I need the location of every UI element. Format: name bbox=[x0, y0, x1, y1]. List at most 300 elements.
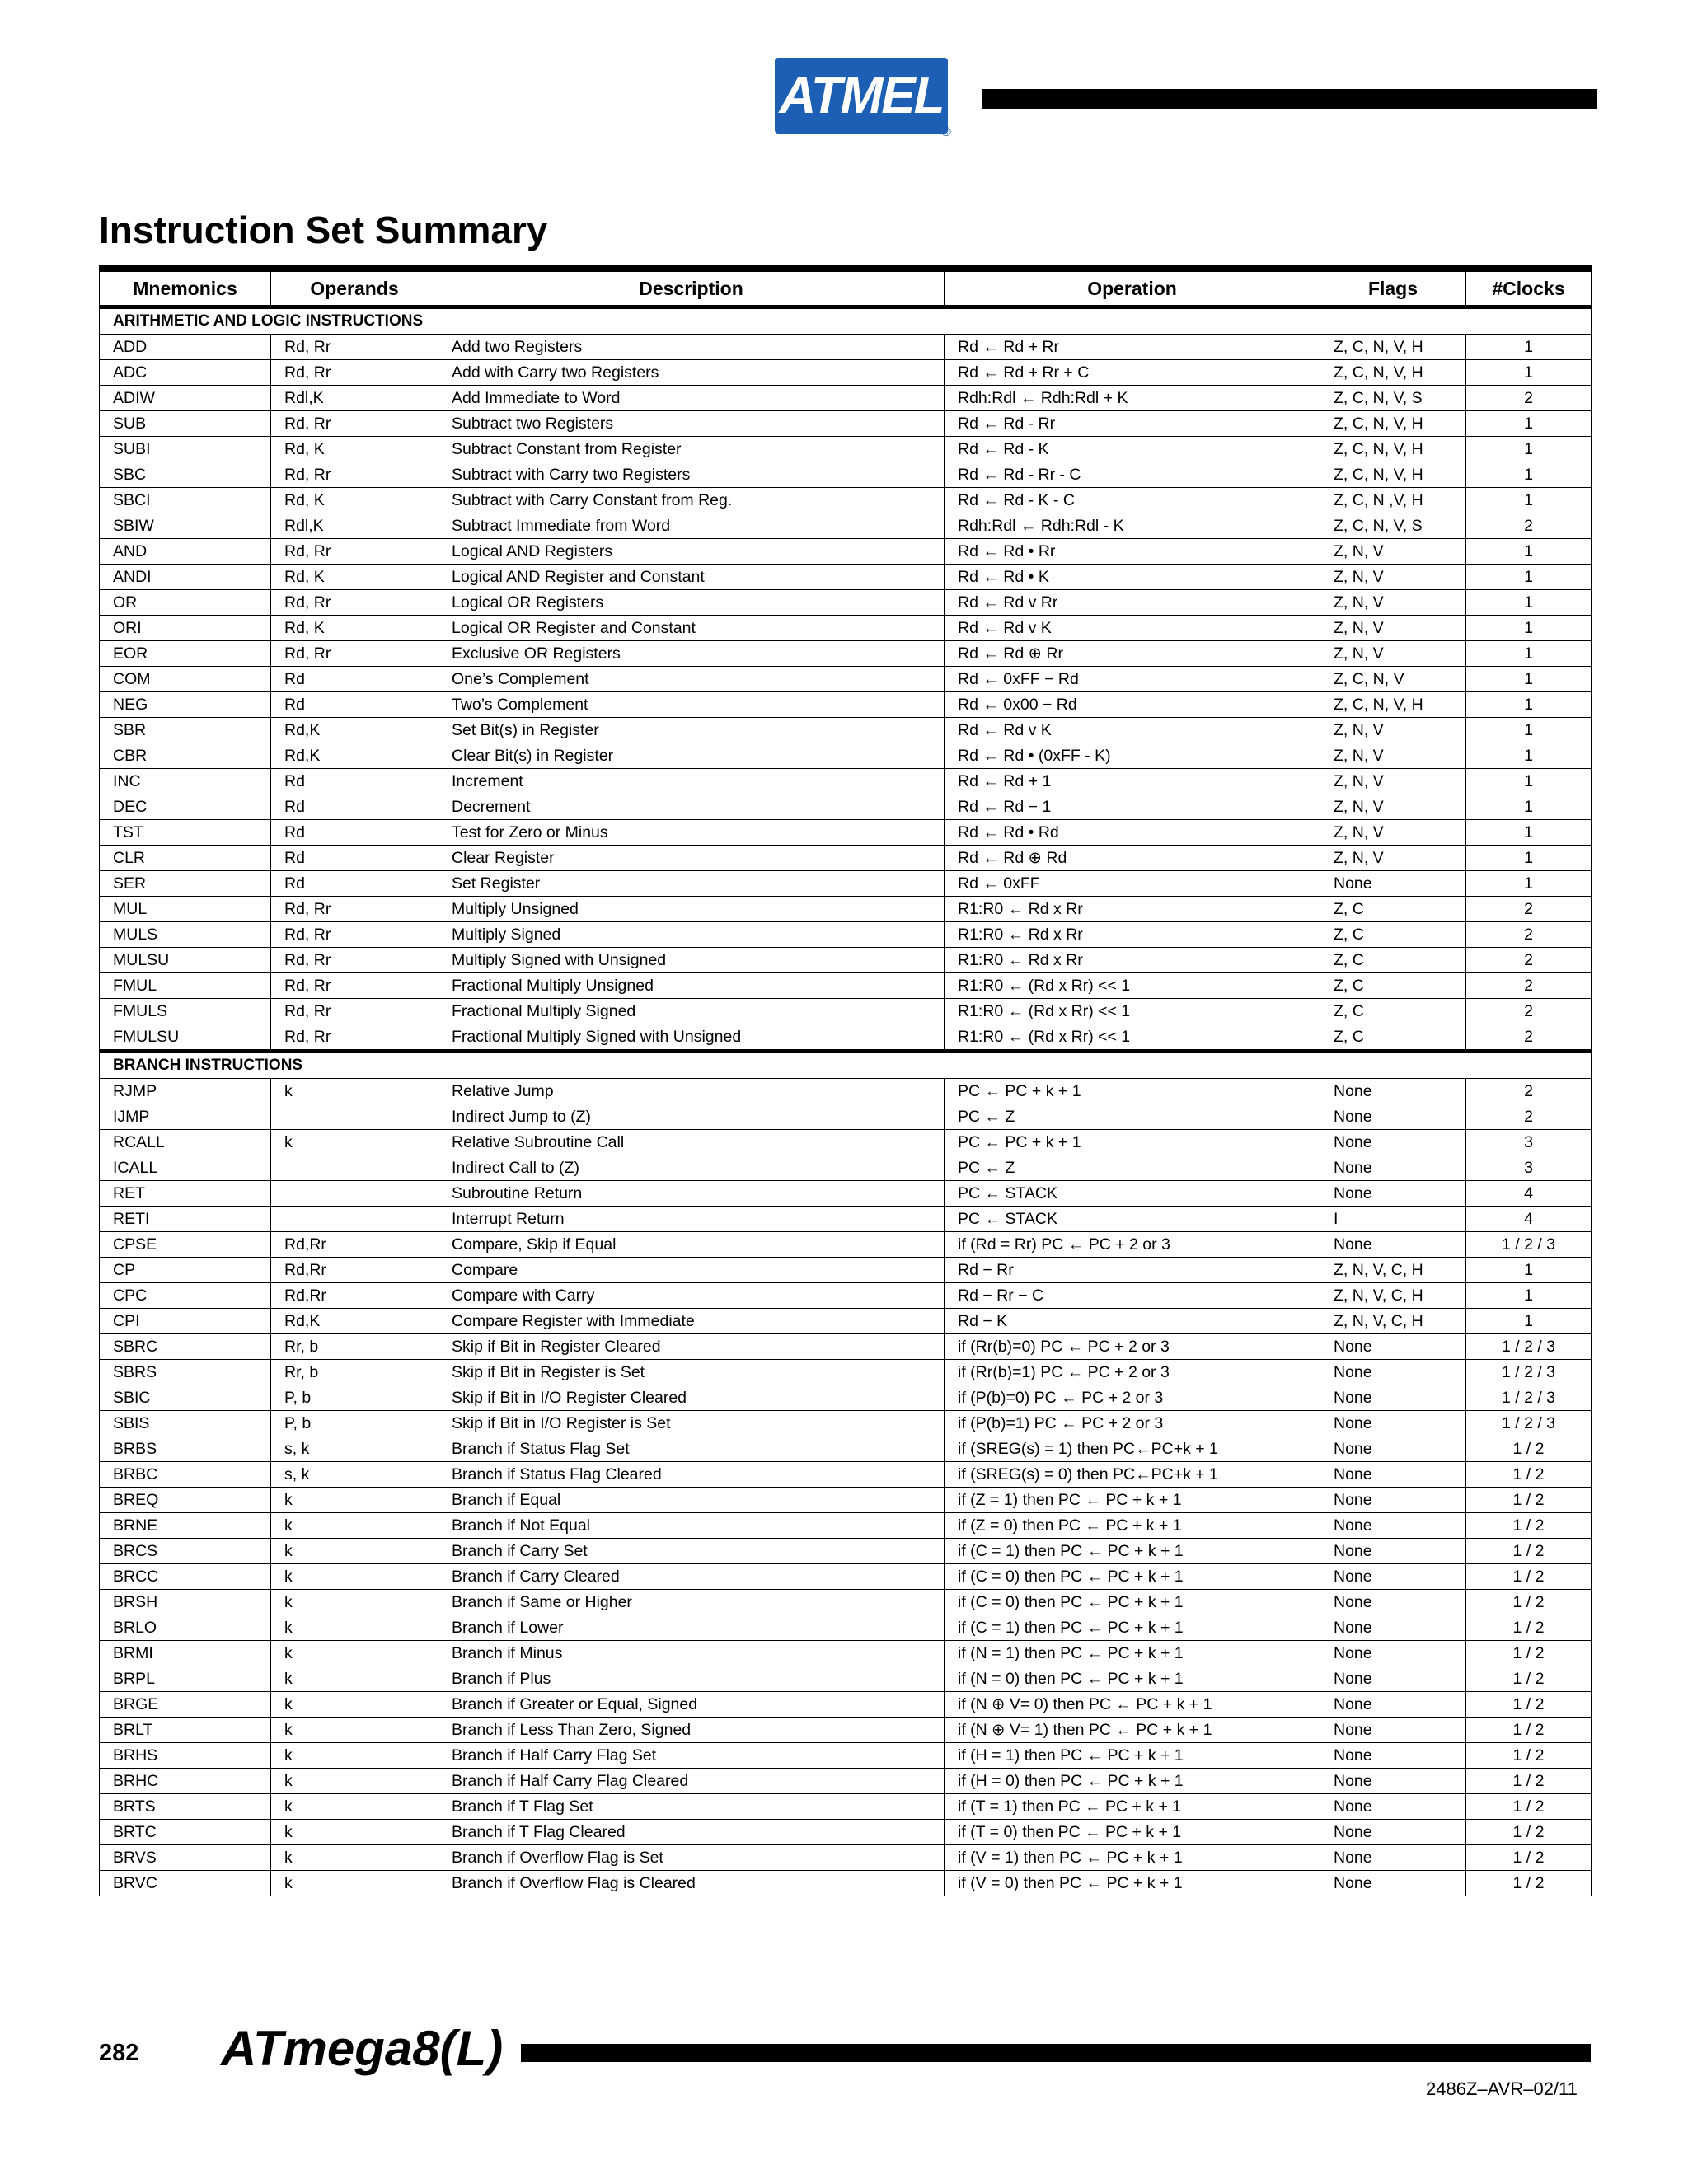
flags-cell: None bbox=[1320, 1820, 1466, 1845]
flags-cell: None bbox=[1320, 1666, 1466, 1692]
operands-cell: Rd, Rr bbox=[271, 999, 438, 1024]
operands-cell: k bbox=[271, 1539, 438, 1564]
operation-cell: Rd ← 0x00 − Rd bbox=[945, 692, 1320, 718]
flags-cell: Z, N, V bbox=[1320, 590, 1466, 616]
table-row bbox=[100, 335, 1592, 360]
operands-cell: Rd,K bbox=[271, 1309, 438, 1334]
operands-cell: Rd, Rr bbox=[271, 462, 438, 488]
operands-cell: Rd bbox=[271, 692, 438, 718]
mnemonic-cell: ADD bbox=[100, 335, 271, 360]
mnemonic-cell: SBR bbox=[100, 718, 271, 743]
operands-cell: k bbox=[271, 1845, 438, 1871]
table-row bbox=[100, 1743, 1592, 1769]
page-number: 282 bbox=[99, 2040, 139, 2066]
clocks-cell: 2 bbox=[1466, 1024, 1592, 1052]
mnemonic-cell: BRBC bbox=[100, 1462, 271, 1488]
description-cell: Branch if Carry Cleared bbox=[438, 1564, 945, 1590]
table-row bbox=[100, 411, 1592, 437]
mnemonic-cell: SBRS bbox=[100, 1360, 271, 1385]
clocks-cell: 1 / 2 bbox=[1466, 1462, 1592, 1488]
description-cell: Logical AND Register and Constant bbox=[438, 565, 945, 590]
section-header-row bbox=[100, 307, 1592, 335]
flags-cell: None bbox=[1320, 1769, 1466, 1794]
operands-cell: Rd,Rr bbox=[271, 1258, 438, 1283]
mnemonic-cell: RCALL bbox=[100, 1130, 271, 1155]
operands-cell: Rd, K bbox=[271, 616, 438, 641]
operation-cell: Rd − Rr bbox=[945, 1258, 1320, 1283]
description-cell: Subtract Immediate from Word bbox=[438, 513, 945, 539]
mnemonic-cell: CBR bbox=[100, 743, 271, 769]
flags-cell: Z, C, N, V bbox=[1320, 667, 1466, 692]
operands-cell: P, b bbox=[271, 1385, 438, 1411]
mnemonic-cell: MUL bbox=[100, 897, 271, 922]
clocks-cell: 1 / 2 / 3 bbox=[1466, 1411, 1592, 1436]
description-cell: One’s Complement bbox=[438, 667, 945, 692]
mnemonic-cell: ADIW bbox=[100, 386, 271, 411]
clocks-cell: 1 / 2 bbox=[1466, 1666, 1592, 1692]
table-row bbox=[100, 846, 1592, 871]
operation-cell: Rd ← Rd - K bbox=[945, 437, 1320, 462]
operands-cell: Rd, Rr bbox=[271, 539, 438, 565]
flags-cell: None bbox=[1320, 1513, 1466, 1539]
clocks-cell: 1 / 2 bbox=[1466, 1743, 1592, 1769]
clocks-cell: 1 / 2 bbox=[1466, 1539, 1592, 1564]
table-row bbox=[100, 360, 1592, 386]
table-row bbox=[100, 1411, 1592, 1436]
table-row bbox=[100, 462, 1592, 488]
operands-cell: Rd, Rr bbox=[271, 1024, 438, 1052]
table-row bbox=[100, 1718, 1592, 1743]
operands-cell: s, k bbox=[271, 1436, 438, 1462]
clocks-cell: 1 bbox=[1466, 1258, 1592, 1283]
document-code: 2486Z–AVR–02/11 bbox=[1426, 2079, 1578, 2099]
operands-cell: k bbox=[271, 1871, 438, 1896]
operation-cell: Rd ← Rd • Rd bbox=[945, 820, 1320, 846]
operands-cell: Rr, b bbox=[271, 1334, 438, 1360]
operation-cell: Rd ← Rd - Rr bbox=[945, 411, 1320, 437]
description-cell: Add Immediate to Word bbox=[438, 386, 945, 411]
clocks-cell: 1 / 2 / 3 bbox=[1466, 1385, 1592, 1411]
operation-cell: PC ← Z bbox=[945, 1155, 1320, 1181]
operands-cell: k bbox=[271, 1641, 438, 1666]
table-row bbox=[100, 871, 1592, 897]
operands-cell: Rd,Rr bbox=[271, 1283, 438, 1309]
table-row bbox=[100, 1666, 1592, 1692]
flags-cell: Z, C, N, V, H bbox=[1320, 437, 1466, 462]
flags-cell: None bbox=[1320, 1692, 1466, 1718]
operation-cell: Rdh:Rdl ← Rdh:Rdl + K bbox=[945, 386, 1320, 411]
description-cell: Branch if Same or Higher bbox=[438, 1590, 945, 1615]
operation-cell: Rd ← Rd v Rr bbox=[945, 590, 1320, 616]
table-row bbox=[100, 1513, 1592, 1539]
table-row bbox=[100, 1385, 1592, 1411]
clocks-cell: 1 / 2 bbox=[1466, 1820, 1592, 1845]
operands-cell: Rdl,K bbox=[271, 513, 438, 539]
instruction-summary-table bbox=[99, 265, 1592, 1896]
clocks-cell: 1 bbox=[1466, 743, 1592, 769]
description-cell: Skip if Bit in Register Cleared bbox=[438, 1334, 945, 1360]
operation-cell: if (Rd = Rr) PC ← PC + 2 or 3 bbox=[945, 1232, 1320, 1258]
operation-cell: Rd ← 0xFF − Rd bbox=[945, 667, 1320, 692]
operation-cell: if (N ⊕ V= 1) then PC ← PC + k + 1 bbox=[945, 1718, 1320, 1743]
operands-cell: Rd bbox=[271, 871, 438, 897]
flags-cell: Z, N, V bbox=[1320, 616, 1466, 641]
table-row bbox=[100, 1130, 1592, 1155]
description-cell: Branch if Equal bbox=[438, 1488, 945, 1513]
mnemonic-cell: SBIW bbox=[100, 513, 271, 539]
header-description: Description bbox=[438, 269, 945, 307]
operation-cell: R1:R0 ← Rd x Rr bbox=[945, 922, 1320, 948]
mnemonic-cell: BRGE bbox=[100, 1692, 271, 1718]
clocks-cell: 1 bbox=[1466, 437, 1592, 462]
operation-cell: R1:R0 ← (Rd x Rr) << 1 bbox=[945, 999, 1320, 1024]
description-cell: Branch if Lower bbox=[438, 1615, 945, 1641]
operation-cell: if (C = 1) then PC ← PC + k + 1 bbox=[945, 1615, 1320, 1641]
mnemonic-cell: BRSH bbox=[100, 1590, 271, 1615]
table-row bbox=[100, 1590, 1592, 1615]
operation-cell: if (P(b)=0) PC ← PC + 2 or 3 bbox=[945, 1385, 1320, 1411]
flags-cell: Z, N, V bbox=[1320, 846, 1466, 871]
operands-cell: k bbox=[271, 1718, 438, 1743]
clocks-cell: 1 bbox=[1466, 590, 1592, 616]
clocks-cell: 1 bbox=[1466, 565, 1592, 590]
table-row bbox=[100, 386, 1592, 411]
flags-cell: Z, N, V bbox=[1320, 743, 1466, 769]
flags-cell: Z, C bbox=[1320, 948, 1466, 973]
description-cell: Relative Jump bbox=[438, 1079, 945, 1104]
flags-cell: I bbox=[1320, 1207, 1466, 1232]
operation-cell: R1:R0 ← Rd x Rr bbox=[945, 897, 1320, 922]
clocks-cell: 1 / 2 / 3 bbox=[1466, 1334, 1592, 1360]
table-row bbox=[100, 1539, 1592, 1564]
flags-cell: None bbox=[1320, 1079, 1466, 1104]
description-cell: Subtract with Carry two Registers bbox=[438, 462, 945, 488]
flags-cell: None bbox=[1320, 1232, 1466, 1258]
header-mnemonics: Mnemonics bbox=[100, 269, 271, 307]
description-cell: Test for Zero or Minus bbox=[438, 820, 945, 846]
clocks-cell: 1 / 2 bbox=[1466, 1436, 1592, 1462]
clocks-cell: 4 bbox=[1466, 1181, 1592, 1207]
description-cell: Branch if Greater or Equal, Signed bbox=[438, 1692, 945, 1718]
flags-cell: Z, C, N, V, H bbox=[1320, 462, 1466, 488]
mnemonic-cell: SBC bbox=[100, 462, 271, 488]
description-cell: Interrupt Return bbox=[438, 1207, 945, 1232]
operands-cell: k bbox=[271, 1820, 438, 1845]
operands-cell: Rd,K bbox=[271, 743, 438, 769]
operation-cell: if (SREG(s) = 1) then PC←PC+k + 1 bbox=[945, 1436, 1320, 1462]
mnemonic-cell: SBCI bbox=[100, 488, 271, 513]
clocks-cell: 2 bbox=[1466, 386, 1592, 411]
flags-cell: Z, N, V bbox=[1320, 794, 1466, 820]
table-row bbox=[100, 1207, 1592, 1232]
description-cell: Fractional Multiply Signed with Unsigned bbox=[438, 1024, 945, 1052]
mnemonic-cell: ANDI bbox=[100, 565, 271, 590]
flags-cell: Z, N, V bbox=[1320, 820, 1466, 846]
table-row bbox=[100, 1564, 1592, 1590]
operation-cell: if (C = 1) then PC ← PC + k + 1 bbox=[945, 1539, 1320, 1564]
operation-cell: Rdh:Rdl ← Rdh:Rdl - K bbox=[945, 513, 1320, 539]
operation-cell: if (V = 0) then PC ← PC + k + 1 bbox=[945, 1871, 1320, 1896]
operation-cell: Rd ← Rd − 1 bbox=[945, 794, 1320, 820]
mnemonic-cell: BRLO bbox=[100, 1615, 271, 1641]
clocks-cell: 4 bbox=[1466, 1207, 1592, 1232]
table-row bbox=[100, 922, 1592, 948]
mnemonic-cell: BRCC bbox=[100, 1564, 271, 1590]
table-row bbox=[100, 999, 1592, 1024]
table-row bbox=[100, 1436, 1592, 1462]
clocks-cell: 1 / 2 bbox=[1466, 1871, 1592, 1896]
operation-cell: if (V = 1) then PC ← PC + k + 1 bbox=[945, 1845, 1320, 1871]
table-row bbox=[100, 1641, 1592, 1666]
description-cell: Branch if Status Flag Cleared bbox=[438, 1462, 945, 1488]
clocks-cell: 1 / 2 bbox=[1466, 1564, 1592, 1590]
clocks-cell: 1 bbox=[1466, 462, 1592, 488]
description-cell: Branch if Not Equal bbox=[438, 1513, 945, 1539]
operands-cell: Rd,Rr bbox=[271, 1232, 438, 1258]
table-row bbox=[100, 513, 1592, 539]
header-operation: Operation bbox=[945, 269, 1320, 307]
flags-cell: Z, N, V bbox=[1320, 539, 1466, 565]
operation-cell: if (N = 0) then PC ← PC + k + 1 bbox=[945, 1666, 1320, 1692]
clocks-cell: 2 bbox=[1466, 1079, 1592, 1104]
table-row bbox=[100, 1155, 1592, 1181]
table-row bbox=[100, 897, 1592, 922]
mnemonic-cell: RETI bbox=[100, 1207, 271, 1232]
operands-cell: k bbox=[271, 1564, 438, 1590]
operation-cell: PC ← STACK bbox=[945, 1207, 1320, 1232]
operands-cell: Rd, Rr bbox=[271, 922, 438, 948]
operands-cell: Rd, Rr bbox=[271, 590, 438, 616]
operation-cell: Rd ← Rd ⊕ Rd bbox=[945, 846, 1320, 871]
mnemonic-cell: FMULS bbox=[100, 999, 271, 1024]
mnemonic-cell: BRCS bbox=[100, 1539, 271, 1564]
footer-rule bbox=[521, 2044, 1591, 2062]
operands-cell: Rd bbox=[271, 667, 438, 692]
operands-cell: Rd bbox=[271, 769, 438, 794]
page-title: Instruction Set Summary bbox=[99, 209, 548, 251]
mnemonic-cell: SBIS bbox=[100, 1411, 271, 1436]
operation-cell: if (C = 0) then PC ← PC + k + 1 bbox=[945, 1564, 1320, 1590]
description-cell: Branch if Half Carry Flag Cleared bbox=[438, 1769, 945, 1794]
operands-cell: Rd, Rr bbox=[271, 335, 438, 360]
operation-cell: Rd ← Rd • (0xFF - K) bbox=[945, 743, 1320, 769]
operation-cell: Rd ← Rd v K bbox=[945, 718, 1320, 743]
description-cell: Clear Bit(s) in Register bbox=[438, 743, 945, 769]
operands-cell: Rd, Rr bbox=[271, 897, 438, 922]
header-flags: Flags bbox=[1320, 269, 1466, 307]
atmel-logo bbox=[775, 58, 956, 140]
table-row bbox=[100, 1820, 1592, 1845]
flags-cell: Z, C, N, V, H bbox=[1320, 411, 1466, 437]
clocks-cell: 1 bbox=[1466, 820, 1592, 846]
operands-cell bbox=[271, 1104, 438, 1130]
operation-cell: PC ← PC + k + 1 bbox=[945, 1130, 1320, 1155]
clocks-cell: 2 bbox=[1466, 922, 1592, 948]
flags-cell: Z, N, V bbox=[1320, 641, 1466, 667]
mnemonic-cell: ADC bbox=[100, 360, 271, 386]
description-cell: Multiply Signed with Unsigned bbox=[438, 948, 945, 973]
mnemonic-cell: BRPL bbox=[100, 1666, 271, 1692]
clocks-cell: 2 bbox=[1466, 948, 1592, 973]
mnemonic-cell: OR bbox=[100, 590, 271, 616]
clocks-cell: 1 bbox=[1466, 692, 1592, 718]
operation-cell: Rd ← Rd + Rr bbox=[945, 335, 1320, 360]
flags-cell: None bbox=[1320, 1181, 1466, 1207]
clocks-cell: 1 / 2 bbox=[1466, 1845, 1592, 1871]
flags-cell: Z, C bbox=[1320, 1024, 1466, 1052]
description-cell: Fractional Multiply Unsigned bbox=[438, 973, 945, 999]
clocks-cell: 1 / 2 / 3 bbox=[1466, 1232, 1592, 1258]
mnemonic-cell: BRNE bbox=[100, 1513, 271, 1539]
section-title: BRANCH INSTRUCTIONS bbox=[100, 1052, 1592, 1079]
clocks-cell: 1 / 2 bbox=[1466, 1513, 1592, 1539]
mnemonic-cell: FMULSU bbox=[100, 1024, 271, 1052]
mnemonic-cell: MULSU bbox=[100, 948, 271, 973]
mnemonic-cell: ORI bbox=[100, 616, 271, 641]
description-cell: Increment bbox=[438, 769, 945, 794]
mnemonic-cell: IJMP bbox=[100, 1104, 271, 1130]
mnemonic-cell: RET bbox=[100, 1181, 271, 1207]
clocks-cell: 1 / 2 bbox=[1466, 1794, 1592, 1820]
clocks-cell: 1 / 2 / 3 bbox=[1466, 1360, 1592, 1385]
operation-cell: if (Z = 1) then PC ← PC + k + 1 bbox=[945, 1488, 1320, 1513]
operation-cell: if (Rr(b)=1) PC ← PC + 2 or 3 bbox=[945, 1360, 1320, 1385]
table-row bbox=[100, 1309, 1592, 1334]
flags-cell: None bbox=[1320, 1794, 1466, 1820]
mnemonic-cell: BRHS bbox=[100, 1743, 271, 1769]
mnemonic-cell: MULS bbox=[100, 922, 271, 948]
table-row bbox=[100, 1232, 1592, 1258]
table-row bbox=[100, 1181, 1592, 1207]
clocks-cell: 1 bbox=[1466, 667, 1592, 692]
mnemonic-cell: AND bbox=[100, 539, 271, 565]
flags-cell: Z, C, N, V, H bbox=[1320, 692, 1466, 718]
operands-cell bbox=[271, 1181, 438, 1207]
mnemonic-cell: SUB bbox=[100, 411, 271, 437]
operands-cell: k bbox=[271, 1743, 438, 1769]
flags-cell: None bbox=[1320, 1436, 1466, 1462]
table-header-row bbox=[100, 269, 1592, 307]
clocks-cell: 1 bbox=[1466, 794, 1592, 820]
operation-cell: if (Z = 0) then PC ← PC + k + 1 bbox=[945, 1513, 1320, 1539]
description-cell: Branch if Carry Set bbox=[438, 1539, 945, 1564]
table-row bbox=[100, 1871, 1592, 1896]
clocks-cell: 1 bbox=[1466, 360, 1592, 386]
operation-cell: Rd ← Rd - K - C bbox=[945, 488, 1320, 513]
mnemonic-cell: CPI bbox=[100, 1309, 271, 1334]
clocks-cell: 2 bbox=[1466, 1104, 1592, 1130]
operands-cell: Rdl,K bbox=[271, 386, 438, 411]
table-row bbox=[100, 743, 1592, 769]
description-cell: Multiply Signed bbox=[438, 922, 945, 948]
flags-cell: Z, N, V, C, H bbox=[1320, 1258, 1466, 1283]
mnemonic-cell: BRTC bbox=[100, 1820, 271, 1845]
operation-cell: Rd − K bbox=[945, 1309, 1320, 1334]
clocks-cell: 2 bbox=[1466, 999, 1592, 1024]
table-row bbox=[100, 1692, 1592, 1718]
table-row bbox=[100, 794, 1592, 820]
mnemonic-cell: EOR bbox=[100, 641, 271, 667]
clocks-cell: 1 bbox=[1466, 488, 1592, 513]
mnemonic-cell: BRVS bbox=[100, 1845, 271, 1871]
flags-cell: None bbox=[1320, 1104, 1466, 1130]
table-row bbox=[100, 1104, 1592, 1130]
operands-cell: Rd bbox=[271, 820, 438, 846]
mnemonic-cell: CLR bbox=[100, 846, 271, 871]
flags-cell: None bbox=[1320, 1743, 1466, 1769]
operands-cell: Rd bbox=[271, 794, 438, 820]
operation-cell: Rd − Rr − C bbox=[945, 1283, 1320, 1309]
description-cell: Compare bbox=[438, 1258, 945, 1283]
operands-cell: Rd, K bbox=[271, 565, 438, 590]
clocks-cell: 1 bbox=[1466, 769, 1592, 794]
clocks-cell: 1 bbox=[1466, 539, 1592, 565]
operands-cell: Rd, K bbox=[271, 488, 438, 513]
clocks-cell: 1 bbox=[1466, 1283, 1592, 1309]
section-title: ARITHMETIC AND LOGIC INSTRUCTIONS bbox=[100, 307, 1592, 335]
operands-cell: k bbox=[271, 1769, 438, 1794]
flags-cell: Z, C, N, V, H bbox=[1320, 360, 1466, 386]
table-row bbox=[100, 718, 1592, 743]
description-cell: Skip if Bit in I/O Register Cleared bbox=[438, 1385, 945, 1411]
table-row bbox=[100, 1079, 1592, 1104]
clocks-cell: 3 bbox=[1466, 1155, 1592, 1181]
description-cell: Branch if Overflow Flag is Set bbox=[438, 1845, 945, 1871]
table-row bbox=[100, 1488, 1592, 1513]
description-cell: Branch if Status Flag Set bbox=[438, 1436, 945, 1462]
operation-cell: Rd ← Rd + 1 bbox=[945, 769, 1320, 794]
description-cell: Logical AND Registers bbox=[438, 539, 945, 565]
description-cell: Add two Registers bbox=[438, 335, 945, 360]
operation-cell: Rd ← Rd v K bbox=[945, 616, 1320, 641]
description-cell: Set Register bbox=[438, 871, 945, 897]
description-cell: Relative Subroutine Call bbox=[438, 1130, 945, 1155]
operands-cell: Rd, Rr bbox=[271, 641, 438, 667]
mnemonic-cell: SBRC bbox=[100, 1334, 271, 1360]
table-row bbox=[100, 1769, 1592, 1794]
description-cell: Branch if Plus bbox=[438, 1666, 945, 1692]
mnemonic-cell: DEC bbox=[100, 794, 271, 820]
operands-cell: k bbox=[271, 1692, 438, 1718]
description-cell: Subtract two Registers bbox=[438, 411, 945, 437]
clocks-cell: 1 bbox=[1466, 846, 1592, 871]
flags-cell: Z, N, V, C, H bbox=[1320, 1283, 1466, 1309]
operation-cell: R1:R0 ← (Rd x Rr) << 1 bbox=[945, 973, 1320, 999]
description-cell: Branch if Minus bbox=[438, 1641, 945, 1666]
table-row bbox=[100, 1258, 1592, 1283]
description-cell: Exclusive OR Registers bbox=[438, 641, 945, 667]
mnemonic-cell: BRTS bbox=[100, 1794, 271, 1820]
mnemonic-cell: NEG bbox=[100, 692, 271, 718]
clocks-cell: 1 / 2 bbox=[1466, 1641, 1592, 1666]
flags-cell: None bbox=[1320, 1564, 1466, 1590]
operation-cell: if (H = 1) then PC ← PC + k + 1 bbox=[945, 1743, 1320, 1769]
mnemonic-cell: CP bbox=[100, 1258, 271, 1283]
operation-cell: if (SREG(s) = 0) then PC←PC+k + 1 bbox=[945, 1462, 1320, 1488]
clocks-cell: 1 bbox=[1466, 616, 1592, 641]
operation-cell: if (Rr(b)=0) PC ← PC + 2 or 3 bbox=[945, 1334, 1320, 1360]
operation-cell: R1:R0 ← Rd x Rr bbox=[945, 948, 1320, 973]
operands-cell: k bbox=[271, 1488, 438, 1513]
mnemonic-cell: BRLT bbox=[100, 1718, 271, 1743]
operands-cell: Rr, b bbox=[271, 1360, 438, 1385]
operation-cell: if (N = 1) then PC ← PC + k + 1 bbox=[945, 1641, 1320, 1666]
operands-cell: k bbox=[271, 1794, 438, 1820]
operands-cell: k bbox=[271, 1130, 438, 1155]
operands-cell bbox=[271, 1155, 438, 1181]
operation-cell: Rd ← Rd • K bbox=[945, 565, 1320, 590]
flags-cell: None bbox=[1320, 1385, 1466, 1411]
